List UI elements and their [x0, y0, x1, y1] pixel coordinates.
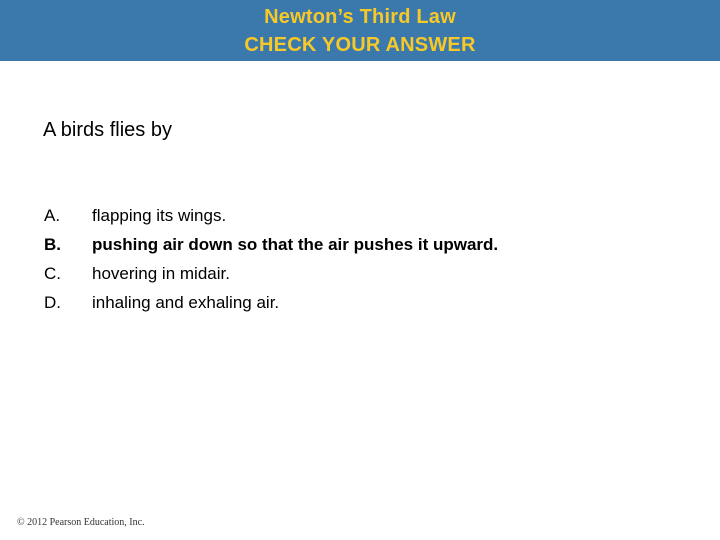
- choice-text: inhaling and exhaling air.: [92, 293, 280, 312]
- choice-a: [44, 201, 498, 230]
- slide-title: Newton’s Third Law: [264, 6, 456, 28]
- answer-choices: [44, 201, 498, 317]
- choice-letter: D.: [44, 293, 61, 312]
- choice-letter: A.: [44, 206, 61, 225]
- choice-d: [44, 288, 498, 317]
- choice-c: [44, 259, 498, 288]
- choice-text: hovering in midair.: [92, 264, 230, 283]
- slide-subtitle: CHECK YOUR ANSWER: [244, 34, 476, 56]
- question-text: A birds flies by: [43, 119, 172, 141]
- choice-text: pushing air down so that the air pushes it upward.: [92, 235, 499, 254]
- choice-letter: C.: [44, 264, 61, 283]
- choice-text: flapping its wings.: [92, 206, 227, 225]
- title-banner: [0, 0, 720, 61]
- choice-letter: B.: [44, 235, 61, 254]
- copyright-notice: © 2012 Pearson Education, Inc.: [17, 517, 145, 528]
- choice-b-correct: [44, 230, 498, 259]
